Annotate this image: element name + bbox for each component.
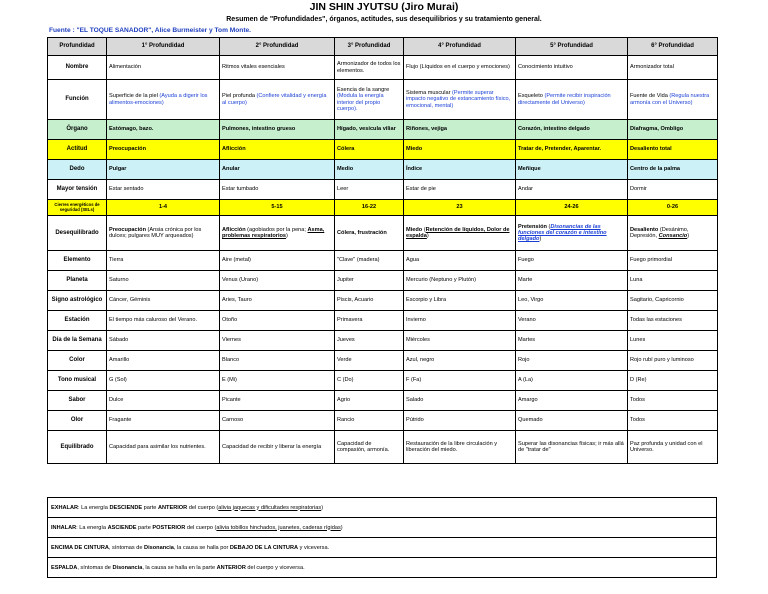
cell-main: Miedo — [406, 226, 423, 233]
row-color — [48, 351, 718, 371]
cell: Estar sentado — [107, 180, 220, 200]
cell — [220, 80, 335, 120]
cell: Armonizador total — [628, 56, 718, 80]
cell: 0-26 — [628, 200, 718, 216]
cell: Preocupación — [107, 140, 220, 160]
col-header: Profundidad — [48, 38, 107, 56]
row-label: Estación — [48, 311, 107, 331]
cell: Verde — [335, 351, 404, 371]
col-header: 3° Profundidad — [335, 38, 404, 56]
note-effect: alivia tobillos hinchados, juanetes, caderas rígidas — [216, 524, 341, 531]
cell: 5-15 — [220, 200, 335, 216]
row-dia — [48, 331, 718, 351]
cell: Miércoles — [404, 331, 516, 351]
col-header: 6° Profundidad — [628, 38, 718, 56]
cell: A (La) — [516, 371, 628, 391]
cell: Desaliento total — [628, 140, 718, 160]
row-label: Nombre — [48, 56, 107, 80]
row-label: Cierres energéticos de seguridad (SELs) — [48, 200, 107, 216]
cell: D (Re) — [628, 371, 718, 391]
cell: Miedo — [404, 140, 516, 160]
row-label: Tono musical — [48, 371, 107, 391]
cell: Carnoso — [220, 411, 335, 431]
note-text: del cuerpo ( — [187, 504, 219, 511]
col-header: 4° Profundidad — [404, 38, 516, 56]
cell-main: Aflicción — [222, 226, 246, 233]
note-emph: Disonancia — [112, 564, 143, 571]
row-tono — [48, 371, 718, 391]
cell: Mercurio (Neptuno y Plutón) — [404, 271, 516, 291]
row-olor — [48, 411, 718, 431]
row-actitud — [48, 140, 718, 160]
cell: Pútrido — [404, 411, 516, 431]
row-dedo — [48, 160, 718, 180]
col-header: 1° Profundidad — [107, 38, 220, 56]
cell: Superar las disonancias físicas; ir más allá de "tratar de" — [516, 431, 628, 464]
notes-table — [47, 497, 717, 578]
cell: Diafragma, Ombligo — [628, 120, 718, 140]
note-exhalar — [48, 498, 717, 518]
cell-main: Pretensión — [518, 223, 547, 230]
cell: G (Sol) — [107, 371, 220, 391]
row-desequilibrado — [48, 216, 718, 251]
note-text: parte — [136, 524, 153, 531]
note-emph: DESCIENDE — [109, 504, 143, 511]
cell-note: (agobiados por la pena; — [245, 226, 308, 233]
cell-main: Sistema muscular — [406, 90, 451, 97]
cell: F (Fa) — [404, 371, 516, 391]
cell: Viernes — [220, 331, 335, 351]
cell: "Clave" (madera) — [335, 251, 404, 271]
cell: Agrio — [335, 391, 404, 411]
cell — [516, 80, 628, 120]
cell: Luna — [628, 271, 718, 291]
cell: Otoño — [220, 311, 335, 331]
cell: Centro de la palma — [628, 160, 718, 180]
cell: Rojo — [516, 351, 628, 371]
cell: Medio — [335, 160, 404, 180]
cell: Verano — [516, 311, 628, 331]
cell: Pulmones, intestino grueso — [220, 120, 335, 140]
row-label: Función — [48, 80, 107, 120]
cell: Capacidad de recibir y liberar la energía — [220, 431, 335, 464]
cell-emph: Retención de líquidos, Dolor de espalda — [406, 226, 510, 239]
cell: 24-26 — [516, 200, 628, 216]
cell — [107, 80, 220, 120]
cell-main: Desaliento — [630, 226, 659, 233]
row-label: Color — [48, 351, 107, 371]
cell: Blanco — [220, 351, 335, 371]
cell: Jupiter — [335, 271, 404, 291]
cell: Picante — [220, 391, 335, 411]
cell-main: Superficie de la piel — [109, 93, 158, 100]
row-label: Mayor tensión — [48, 180, 107, 200]
note-inhalar — [48, 518, 717, 538]
cell: Pretensión (Disonancias de las funciones del corazón e intestino delgado) — [516, 216, 628, 251]
cell-note: (Confiere vitalidad y energía al cuerpo) — [222, 93, 327, 106]
row-elemento — [48, 251, 718, 271]
row-label: Dedo — [48, 160, 107, 180]
row-estacion — [48, 311, 718, 331]
cell: Flujo (Líquidos en el cuerpo y emociones) — [404, 56, 516, 80]
cell: Invierno — [404, 311, 516, 331]
cell: Ritmos vitales esenciales — [220, 56, 335, 80]
row-label: Olor — [48, 411, 107, 431]
cell-note: (Permite recibir inspiración directamente del Universo) — [518, 93, 611, 106]
note-text: : La energía — [76, 524, 108, 531]
row-label: Planeta — [48, 271, 107, 291]
cell: Venus (Urano) — [220, 271, 335, 291]
cell: Azul, negro — [404, 351, 516, 371]
note-text: parte — [142, 504, 158, 511]
cell: Anular — [220, 160, 335, 180]
cell: Todos — [628, 411, 718, 431]
cell-emph: Consancio — [658, 233, 688, 239]
cell: Meñique — [516, 160, 628, 180]
note-cell — [48, 558, 717, 578]
cell: Quemado — [516, 411, 628, 431]
note-text: y viceversa. — [298, 544, 330, 551]
row-label: Día de la Semana — [48, 331, 107, 351]
cell-main: Esencia de la sangre — [337, 87, 390, 93]
cell: Salado — [404, 391, 516, 411]
note-key: INHALAR — [51, 524, 77, 531]
profundidades-table — [47, 37, 718, 464]
header-row — [48, 38, 718, 56]
row-equilibrado — [48, 431, 718, 464]
cell-note: (Ansia crónica por los dulces; pulgares MUY arqueados) — [109, 226, 202, 239]
cell-main: Esqueleto — [518, 93, 543, 100]
cell-note: (Modula la energía interior del propio cuerpo). — [337, 93, 384, 112]
cell: Martes — [516, 331, 628, 351]
note-emph: Disonancia — [144, 544, 174, 551]
cell: Cáncer, Géminis — [107, 291, 220, 311]
note-text: del cuerpo ( — [185, 524, 217, 531]
note-cell — [48, 538, 717, 558]
cell-note: (Ayuda a digerir los alimentos-emociones) — [109, 93, 208, 106]
cell: Aflicción — [220, 140, 335, 160]
note-text: , síntomas de — [77, 564, 113, 571]
note-text: , síntomas de — [108, 544, 145, 551]
cell: Riñones, vejiga — [404, 120, 516, 140]
note-cintura — [48, 538, 717, 558]
cell: Pulgar — [107, 160, 220, 180]
cell: Lunes — [628, 331, 718, 351]
cell: Hígado, vesícula viliar — [335, 120, 404, 140]
cell: 23 — [404, 200, 516, 216]
cell: Piscis, Acuario — [335, 291, 404, 311]
cell: Rojo rubí puro y luminoso — [628, 351, 718, 371]
col-header: 5° Profundidad — [516, 38, 628, 56]
note-text: : La energía — [78, 504, 110, 511]
cell: Sábado — [107, 331, 220, 351]
cell: Dormir — [628, 180, 718, 200]
cell-main: Piel profunda — [222, 93, 255, 100]
cell: Todos — [628, 391, 718, 411]
row-label: Órgano — [48, 120, 107, 140]
note-emph: POSTERIOR — [152, 524, 186, 531]
cell: Cólera, frustración — [335, 216, 404, 251]
cell: Escorpio y Libra — [404, 291, 516, 311]
cell-note: (Regula nuestra armonía con el Universo) — [630, 93, 710, 106]
row-label: Equilibrado — [48, 431, 107, 464]
cell: Todas las estaciones — [628, 311, 718, 331]
cell-emph: Asma, problemas respiratorios — [222, 226, 325, 239]
source-line: Fuente : "EL TOQUE SANADOR", Alice Burmeister y Tom Monte. — [49, 27, 252, 34]
cell-emph: Disonancias de las funciones del corazón e intestino delgado — [518, 223, 607, 243]
cell: Marte — [516, 271, 628, 291]
row-tension — [48, 180, 718, 200]
cell — [404, 80, 516, 120]
cell: 16-22 — [335, 200, 404, 216]
row-planeta — [48, 271, 718, 291]
cell: Fuego — [516, 251, 628, 271]
cell: Fuego primordial — [628, 251, 718, 271]
col-header: 2° Profundidad — [220, 38, 335, 56]
note-key: EXHALAR — [51, 504, 79, 511]
cell: Amarillo — [107, 351, 220, 371]
cell: Rancio — [335, 411, 404, 431]
cell: Cólera — [335, 140, 404, 160]
cell: Primavera — [335, 311, 404, 331]
cell: Fragante — [107, 411, 220, 431]
row-label: Desequilibrado — [48, 216, 107, 251]
cell-note: (Permite superar impacto negativo de estancamiento físico, emocional, mental) — [406, 90, 511, 109]
cell-note: (Desánimo, Depresión, — [630, 226, 689, 239]
note-cell: INHALAR: La energía ASCIENDE parte POSTERIOR del cuerpo (alivia tobillos hinchados, juanetes, caderas rígidas) — [48, 518, 717, 538]
row-sabor — [48, 391, 718, 411]
note-emph: ASCIENDE — [107, 524, 137, 531]
cell-main: Preocupación — [109, 226, 146, 233]
row-label: Actitud — [48, 140, 107, 160]
cell: Agua — [404, 251, 516, 271]
cell: Amargo — [516, 391, 628, 411]
cell: Conocimiento intuitivo — [516, 56, 628, 80]
cell: Aire (metal) — [220, 251, 335, 271]
cell: Aflicción (agobiados por la pena; Asma, problemas respiratorios) — [220, 216, 335, 251]
cell: Jueves — [335, 331, 404, 351]
cell: Tratar de, Pretender, Aparentar. — [516, 140, 628, 160]
cell: Miedo (Retención de líquidos, Dolor de espalda) — [404, 216, 516, 251]
cell: Aries, Tauro — [220, 291, 335, 311]
cell — [107, 216, 220, 251]
note-key: ENCIMA DE CINTURA — [51, 544, 109, 551]
note-effect: alivia jaquecas y dificultades respiratorias — [218, 504, 322, 511]
cell: El tiempo más caluroso del Verano. — [107, 311, 220, 331]
cell: Paz profunda y unidad con el Universo. — [628, 431, 718, 464]
cell: E (Mi) — [220, 371, 335, 391]
note-text: , la causa se halla por — [173, 544, 230, 551]
cell: Alimentación — [107, 56, 220, 80]
cell-main: Fuente de Vida — [630, 93, 668, 100]
note-emph: ANTERIOR — [216, 564, 246, 571]
row-sels — [48, 200, 718, 216]
cell: Andar — [516, 180, 628, 200]
note-text: del cuerpo y viceversa. — [245, 564, 305, 571]
cell: Armonizador de todos los elementos. — [335, 56, 404, 80]
cell: Capacidad para asimilar los nutrientes. — [107, 431, 220, 464]
note-text: , la causa se halla en la parte — [142, 564, 217, 571]
note-emph: ANTERIOR — [157, 504, 188, 511]
row-nombre — [48, 56, 718, 80]
note-espalda — [48, 558, 717, 578]
cell: Leo, Virgo — [516, 291, 628, 311]
row-organo — [48, 120, 718, 140]
page-title: JIN SHIN JYUTSU (Jiro Murai) — [309, 1, 459, 13]
row-label: Elemento — [48, 251, 107, 271]
row-signo — [48, 291, 718, 311]
row-label: Signo astrológico — [48, 291, 107, 311]
cell: Desaliento (Desánimo, Depresión, Consancio) — [628, 216, 718, 251]
row-label: Sabor — [48, 391, 107, 411]
page-subtitle: Resumen de "Profundidades", órganos, actitudes, sus desequilibrios y su tratamiento general. — [226, 16, 542, 23]
cell: Estar tumbado — [220, 180, 335, 200]
cell: Leer — [335, 180, 404, 200]
note-emph: DEBAJO DE LA CINTURA — [229, 544, 299, 551]
cell: Restauración de la libre circulación y liberación del miedo. — [404, 431, 516, 464]
cell: Corazón, intestino delgado — [516, 120, 628, 140]
cell: 1-4 — [107, 200, 220, 216]
cell: Tierra — [107, 251, 220, 271]
cell — [335, 80, 404, 120]
cell: Capacidad de compasión, armonía. — [335, 431, 404, 464]
cell: Estar de pie — [404, 180, 516, 200]
row-funcion — [48, 80, 718, 120]
cell: Estómago, bazo. — [107, 120, 220, 140]
note-key: ESPALDA — [51, 564, 78, 571]
cell: Índice — [404, 160, 516, 180]
cell: Sagitario, Capricornio — [628, 291, 718, 311]
cell: C (Do) — [335, 371, 404, 391]
cell: Saturno — [107, 271, 220, 291]
note-cell: EXHALAR: La energía DESCIENDE parte ANTERIOR del cuerpo (alivia jaquecas y dificultades respiratorias) — [48, 498, 717, 518]
cell: Dulce — [107, 391, 220, 411]
cell — [628, 80, 718, 120]
